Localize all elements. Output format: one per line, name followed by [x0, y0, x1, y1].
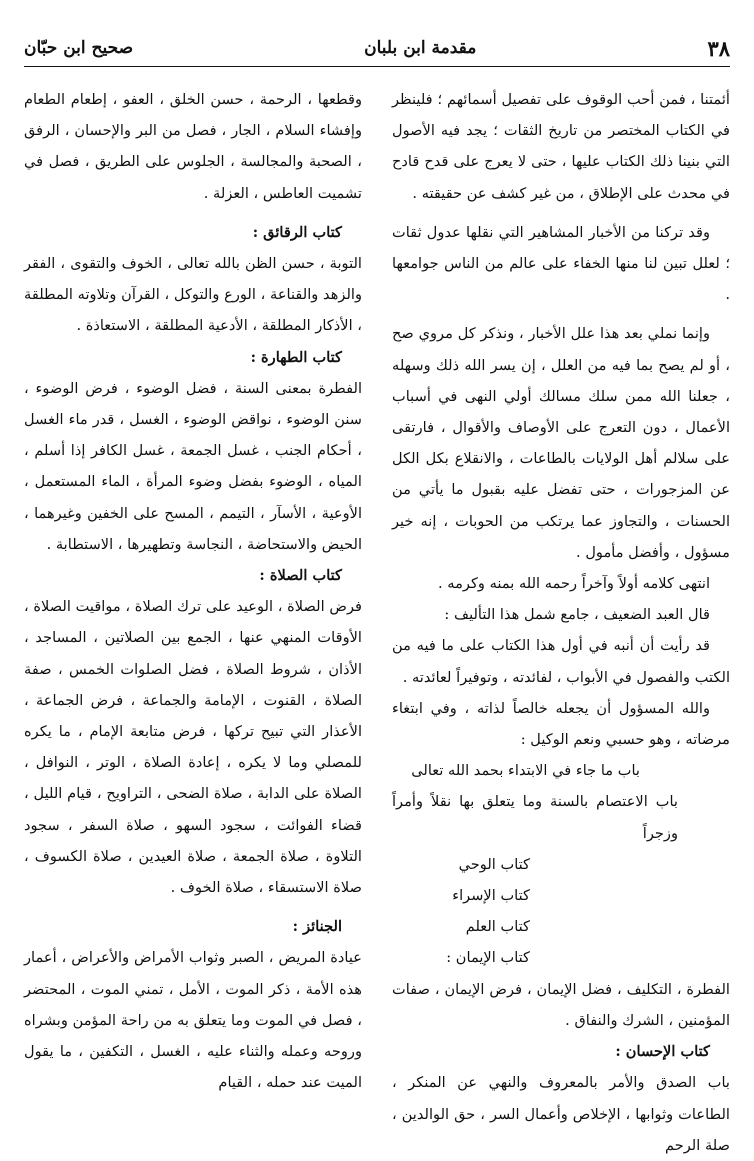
- paragraph: التوبة ، حسن الظن بالله تعالى ، الخوف والتقوى ، الفقر والزهد والقناعة ، الورع والتوكل ، القرآن وتلاوته المطلقة ، الأذكار المطلقة ، الأدعية المطلقة ، الاستعاذة .: [24, 255, 362, 335]
- toc-entry: كتاب الإيمان :: [446, 949, 530, 967]
- paragraph: أئمتنا ، فمن أحب الوقوف على تفصيل أسمائهم ؛ فلينظر في الكتاب المختصر من تاريخ الثقات ؛ يجد فيه الأصول التي بنينا ذلك الكتاب عليها ، حتى لا يعرج على قدح قادح في محدث على الإطلاق ، من غير كشف عن حقيقته .: [392, 91, 730, 202]
- toc-entry: باب ما جاء في الابتداء بحمد الله تعالى: [411, 762, 640, 780]
- section-heading: كتاب الطهارة :: [250, 348, 342, 366]
- paragraph: وقد تركنا من الأخبار المشاهير التي نقلها عدول ثقات ؛ لعلل تبين لنا منها الخفاء على عالم من الناس جوامعها .: [392, 223, 730, 304]
- chapter-title: مقدمة ابن بلبان: [364, 38, 477, 58]
- toc-entry: كتاب الإسراء: [452, 887, 530, 905]
- running-header: [24, 30, 730, 67]
- paragraph: فرض الصلاة ، الوعيد على ترك الصلاة ، مواقيت الصلاة ، الأوقات المنهي عنها ، الجمع بين الصلاتين ، المساجد ، الأذان ، شروط الصلاة ، فضل الصلوات الخمس ، صفة الصلاة ، القنوت ، الإمامة والجماعة ، فرض الجماعة ، الأعذار التي تبيح تركها ، فرض متابعة الإمام ، ما يكره للمصلي وما لا يكره ، إعادة الصلاة ، الوتر ، النوافل ، الصلاة على الدابة ، صلاة الضحى ، التراويح ، قيام الليل ، قضاء الفوائت ، سجود السهو ، صلاة السفر ، سجود التلاوة ، صلاة الجمعة ، صلاة العيدين ، صلاة الكسوف ، صلاة الاستسقاء ، صلاة الخوف .: [24, 598, 362, 897]
- paragraph: عيادة المريض ، الصبر وثواب الأمراض والأعراض ، أعمار هذه الأمة ، ذكر الموت ، الأمل ، تمني الموت ، المحتضر ، فصل في الموت وما يتعلق به من راحة المؤمن وبشراه وروحه وعمله والثناء عليه ، الغسل ، التكفين ، ما يقول الميت عند حمله ، القيام: [24, 949, 362, 1092]
- paragraph: باب الصدق والأمر بالمعروف والنهي عن المنكر ، الطاعات وثوابها ، الإخلاص وأعمال السر ، حق الوالدين ، صلة الرحم: [392, 1074, 730, 1154]
- right-column: [392, 84, 730, 1161]
- page-number: ٣٨: [707, 35, 730, 61]
- paragraph: والله المسؤول أن يجعله خالصاً لذاته ، وفي ابتغاء مرضاته ، وهو حسبي ونعم الوكيل :: [392, 699, 730, 749]
- paragraph: قد رأيت أن أنبه في أول هذا الكتاب على ما فيه من الكتب والفصول في الأبواب ، لفائدته ، وتوفيراً لعائدته .: [392, 637, 730, 686]
- toc-entry: كتاب الوحي: [458, 855, 530, 873]
- paragraph: الفطرة بمعنى السنة ، فضل الوضوء ، فرض الوضوء ، سنن الوضوء ، نواقض الوضوء ، الغسل ، قدر ماء الغسل ، أحكام الجنب ، غسل الجمعة ، غسل الكافر إذا أسلم ، المياه ، الوضوء بفضل وضوء المرأة ، الماء المستعمل ، الأوعية ، الأسآر ، التيمم ، المسح على الخفين وغيرهما ، الحيض والاستحاضة ، النجاسة وتطهيرها ، الاستطابة .: [24, 379, 362, 553]
- section-heading: كتاب الرقائق :: [252, 223, 342, 241]
- section-heading: كتاب الصلاة :: [259, 567, 342, 585]
- left-column: [24, 84, 362, 1099]
- section-heading: كتاب الإحسان :: [615, 1043, 710, 1061]
- section-heading: الجنائز :: [292, 918, 342, 936]
- paragraph: وقطعها ، الرحمة ، حسن الخلق ، العفو ، إطعام الطعام وإفشاء السلام ، الجار ، فصل من البر والإحسان ، الرفق ، الصحبة والمجالسة ، الجلوس على الطريق ، فصل في تشميت العاطس ، العزلة .: [24, 91, 362, 202]
- toc-entry: كتاب العلم: [465, 918, 530, 936]
- book-title: صحيح ابن حبّان: [24, 38, 134, 58]
- paragraph: انتهى كلامه أولاً وآخراً رحمه الله بمنه وكرمه .: [437, 575, 710, 593]
- paragraph: وإنما نملي بعد هذا علل الأخبار ، ونذكر كل مروي صح ، أو لم يصح بما فيه من العلل ، إن يسر الله ذلك وسهله ، جعلنا الله ممن سلك مسالك أولي النهى في أسباب الأعمال ، دون التعرج على الأوصاف والأقوال ، فارتقى على سلالم أهل الولايات بالطاعات ، والانقلاع بكل الكل عن المزجورات ، حتى تفضل عليه بقبول ما يأتي من الحسنات ، والتجاوز عما يرتكب من الحوبات ، إنه خير مسؤول ، وأفضل مأمول .: [392, 325, 730, 561]
- toc-entry: باب الاعتصام بالسنة وما يتعلق بها نقلاً وأمراً وزجراً: [392, 793, 678, 842]
- paragraph: قال العبد الضعيف ، جامع شمل هذا التأليف :: [444, 606, 710, 624]
- paragraph: الفطرة ، التكليف ، فضل الإيمان ، فرض الإيمان ، صفات المؤمنين ، الشرك والنفاق .: [392, 980, 730, 1029]
